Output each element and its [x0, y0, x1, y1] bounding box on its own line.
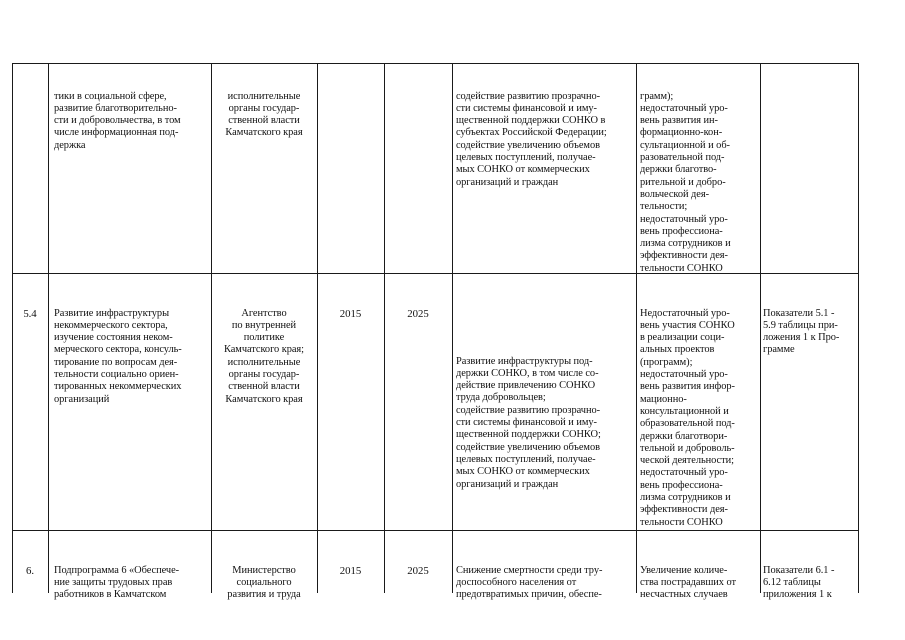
row2-indicators-text: Показатели 5.1 - 5.9 таблицы при- ложения 1 к Про- грамме — [763, 307, 840, 356]
row3-consequences-text: Увеличение количе- ства пострадавших от несчастных случаев — [640, 564, 736, 601]
column-divider — [211, 63, 212, 593]
row3-name-cell — [54, 540, 209, 626]
row3-result-cell — [456, 540, 634, 626]
row3-number-text: 6. — [26, 564, 34, 577]
row2-executor-text: Агентство по внутренней политике Камчатского края; исполнительные органы государ- ственной власти Камчатского края — [223, 307, 304, 405]
row2-number-text: 5.4 — [23, 307, 37, 320]
row3-result-text: Снижение смертности среди тру- доспособного населения от предотвратимых причин, обеспе- — [456, 564, 603, 601]
row3-executor-text: Министерство социального развития и труда — [227, 564, 301, 601]
row1-consequences-text: грамм); недостаточный уро- вень развития ин- формационно-кон- сультационной и об- разовательной под- держки благотво- рительной и добро- вольческой дея- тельности; недостаточный уро- вень профессиона- лизма сотрудников и эффективности дея- тельности СОНКО — [640, 90, 731, 274]
row1-result-cell — [456, 66, 634, 214]
row2-end-year: 2025 — [407, 307, 429, 320]
row1-name-text: тики в социальной сфере, развитие благотворительно- сти и добровольчества, в том числе информационная под- держка — [54, 90, 181, 151]
row3-indicators-cell — [763, 540, 857, 626]
row1-result-text: содействие развитию прозрачно- сти системы финансовой и иму- щественной поддержки СОНКО в субъектах Российской Федерации; содействие увеличению объемов целевых поступлений, получае- мых СОНКО от коммерческих организаций и граждан — [456, 90, 607, 188]
column-divider — [858, 63, 859, 593]
row3-end-cell — [384, 540, 452, 601]
row3-start-year: 2015 — [339, 564, 362, 577]
column-divider — [636, 63, 637, 593]
table-border-top — [12, 63, 859, 64]
row3-number-cell — [12, 540, 48, 601]
row2-executor-cell — [214, 283, 314, 431]
row3-start-cell — [317, 540, 384, 601]
row2-start-cell — [317, 283, 384, 344]
row2-indicators-cell — [763, 283, 857, 381]
row3-end-year: 2025 — [407, 564, 429, 577]
row1-executor-cell — [214, 66, 314, 164]
row3-executor-cell — [214, 540, 314, 626]
row2-result-text: Развитие инфраструктуры под- держки СОНКО, в том числе со- действие привлечению СОНКО труда добровольцев; содействие развитию прозрачно- сти системы финансовой и иму- щественной поддержки СОНКО; содействие увеличению объемов целевых поступлений, получае- мых СОНКО от коммерческих организаций и граждан — [456, 355, 601, 490]
row2-end-cell — [384, 283, 452, 344]
column-divider — [48, 63, 49, 593]
column-divider — [760, 63, 761, 593]
row2-name-cell — [54, 283, 209, 431]
row3-consequences-cell — [640, 540, 758, 626]
row1-name-cell — [54, 66, 209, 177]
row3-indicators-text: Показатели 6.1 - 6.12 таблицы приложения 1 к — [763, 564, 835, 601]
column-divider — [452, 63, 453, 593]
row2-consequences-text: Недостаточный уро- вень участия СОНКО в реализации соци- альных проектов (программ); недостаточный уро- вень развития инфор- мационно- консультационной и образовательной под- держки благотвори- тельной и доброволь- ческой деятельности; недостаточный уро- вень профессиона- лизма сотрудников и эффективности дея- тельности СОНКО — [640, 307, 735, 528]
row1-executor-text: исполнительные органы государ- ственной власти Камчатского края — [225, 90, 303, 139]
row1-consequences-cell — [640, 66, 758, 300]
row2-number-cell — [12, 283, 48, 344]
row2-result-cell — [456, 331, 634, 515]
row2-consequences-cell — [640, 283, 758, 554]
row2-name-text: Развитие инфраструктуры некоммерческого сектора, изучение состояния неком- мерческого сектора, консуль- тирование по вопросам дея- тельности социально ориен- тированных некоммерческих организаций — [54, 307, 182, 405]
row3-name-text: Подпрограмма 6 «Обеспече- ние защиты трудовых прав работников в Камчатском — [54, 564, 180, 601]
row2-start-year: 2015 — [339, 307, 362, 320]
